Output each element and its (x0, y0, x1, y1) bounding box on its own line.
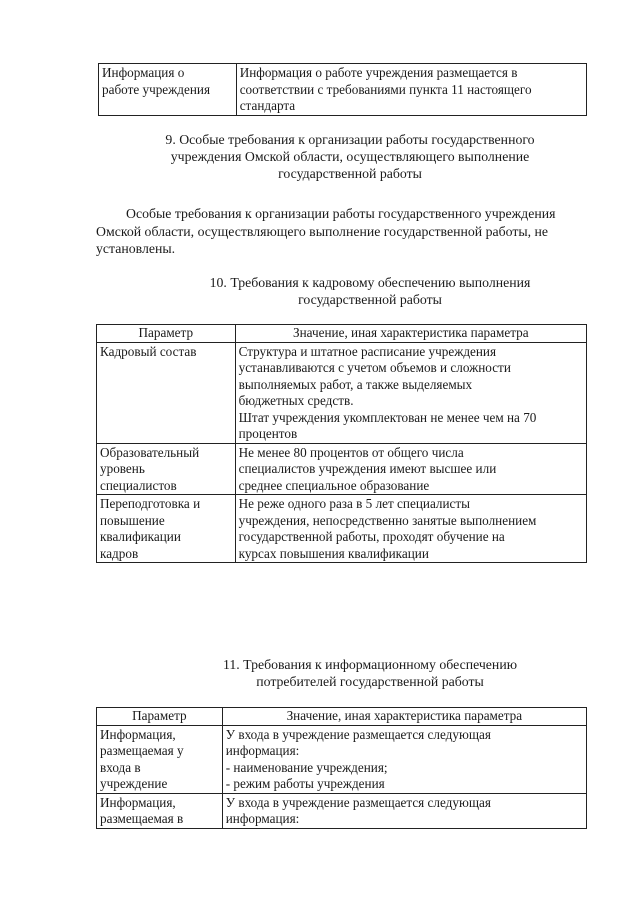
table-row (97, 793, 587, 828)
value-cell: Не реже одного раза в 5 лет специалисты учреждения, непосредственно занятые выполнением государственной работы, проходят обучение на курсах повышения квалификации (235, 495, 586, 563)
section-10-title: 10. Требования к кадровому обеспечению выполнения государственной работы (209, 275, 531, 307)
param-cell: Кадровый состав (97, 342, 236, 443)
param-cell: Переподготовка и повышение квалификации кадров (97, 495, 236, 563)
header-value: Значение, иная характеристика параметра (235, 325, 586, 343)
param-cell: Информация, размещаемая у входа в учреждение (97, 725, 223, 793)
table-row (97, 725, 587, 793)
section-9-paragraph: Особые требования к организации работы государственного учреждения Омской области, осуществляющего выполнение государственной работы, не установлены. (96, 206, 556, 256)
param-cell: Информация, размещаемая в (97, 793, 223, 828)
table-staffing (96, 324, 587, 563)
value-cell: Не менее 80 процентов от общего числа специалистов учреждения имеют высшее или среднее специальное образование (235, 443, 586, 495)
value-cell: Информация о работе учреждения размещается в соответствии с требованиями пункта 11 настоящего стандарта (236, 64, 586, 116)
value-cell: У входа в учреждение размещается следующая информация: (222, 793, 586, 828)
param-cell: Информация о работе учреждения (99, 64, 237, 116)
value-cell: Структура и штатное расписание учреждения устанавливаются с учетом объемов и сложности выполняемых работ, а также выделяемых бюджетных средств. Штат учреждения укомплектован не менее чем на 70 процентов (235, 342, 586, 443)
section-11-title: 11. Требования к информационному обеспечению потребителей государственной работы (222, 657, 518, 689)
section-9-title: 9. Особые требования к организации работы государственного учреждения Омской области, осуществляющего выполнение государственной работы (165, 132, 535, 181)
param-cell: Образовательный уровень специалистов (97, 443, 236, 495)
table-header-row (97, 325, 587, 343)
header-value: Значение, иная характеристика параметра (222, 708, 586, 726)
table-row (97, 495, 587, 563)
table-row (97, 342, 587, 443)
table-row (99, 64, 587, 116)
table-header-row (97, 708, 587, 726)
header-param: Параметр (97, 325, 236, 343)
value-cell: У входа в учреждение размещается следующая информация: - наименование учреждения; - режим работы учреждения (222, 725, 586, 793)
header-param: Параметр (97, 708, 223, 726)
table-work-info (98, 63, 587, 116)
table-row (97, 443, 587, 495)
table-information (96, 707, 587, 829)
